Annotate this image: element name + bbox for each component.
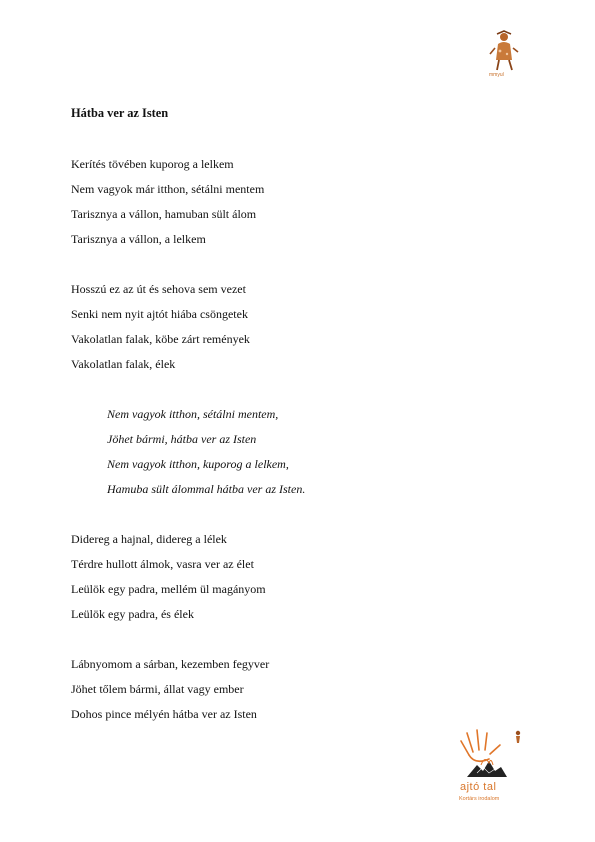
poem-line: Jöhet bármi, hátba ver az Isten [107, 432, 257, 446]
poem-line: Tarisznya a vállon, a lelkem [71, 232, 206, 246]
poem-line: Vakolatlan falak, élek [71, 357, 176, 371]
poem-line: Lábnyomom a sárban, kezemben fegyver [71, 657, 270, 671]
bottom-logo-subtitle: Kortárs irodalom [459, 796, 500, 802]
stanza-5 [71, 656, 269, 731]
poem-line: Hosszú ez az út és sehova sem vezet [71, 282, 246, 296]
stanza-1 [71, 156, 264, 256]
poem-line: Senki nem nyit ajtót hiába csöngetek [71, 307, 248, 321]
refrain-stanza [107, 406, 305, 506]
poem-line: Leülök egy padra, mellém ül magányom [71, 582, 266, 596]
hand-campfire-logo-icon [455, 725, 533, 785]
top-logo-text: mmyul [489, 72, 504, 78]
poem-line: Hamuba sült álommal hátba ver az Isten. [107, 482, 306, 496]
poem-line: Nem vagyok már itthon, sétálni mentem [71, 182, 265, 196]
poem-line: Tarisznya a vállon, hamuban sült álom [71, 207, 257, 221]
poem-line: Térdre hullott álmok, vasra ver az élet [71, 557, 254, 571]
bottom-logo [455, 725, 533, 810]
poem-line: Vakolatlan falak, köbe zárt remények [71, 332, 250, 346]
stanza-4 [71, 531, 266, 631]
top-logo [487, 30, 521, 80]
stanza-2 [71, 281, 250, 381]
figure-logo-icon [487, 30, 521, 74]
poem-title: Hátba ver az Isten [71, 106, 169, 120]
poem-line: Nem vagyok itthon, sétálni mentem, [107, 407, 279, 421]
poem-line: Dohos pince mélyén hátba ver az Isten [71, 707, 257, 721]
poem-line: Nem vagyok itthon, kuporog a lelkem, [107, 457, 289, 471]
poem-line: Leülök egy padra, és élek [71, 607, 194, 621]
poem-line: Jöhet tőlem bármi, állat vagy ember [71, 682, 244, 696]
poem-line: Didereg a hajnal, didereg a lélek [71, 532, 227, 546]
bottom-logo-brand: ajtó tal [460, 781, 497, 793]
poem-line: Kerítés tövében kuporog a lelkem [71, 157, 234, 171]
